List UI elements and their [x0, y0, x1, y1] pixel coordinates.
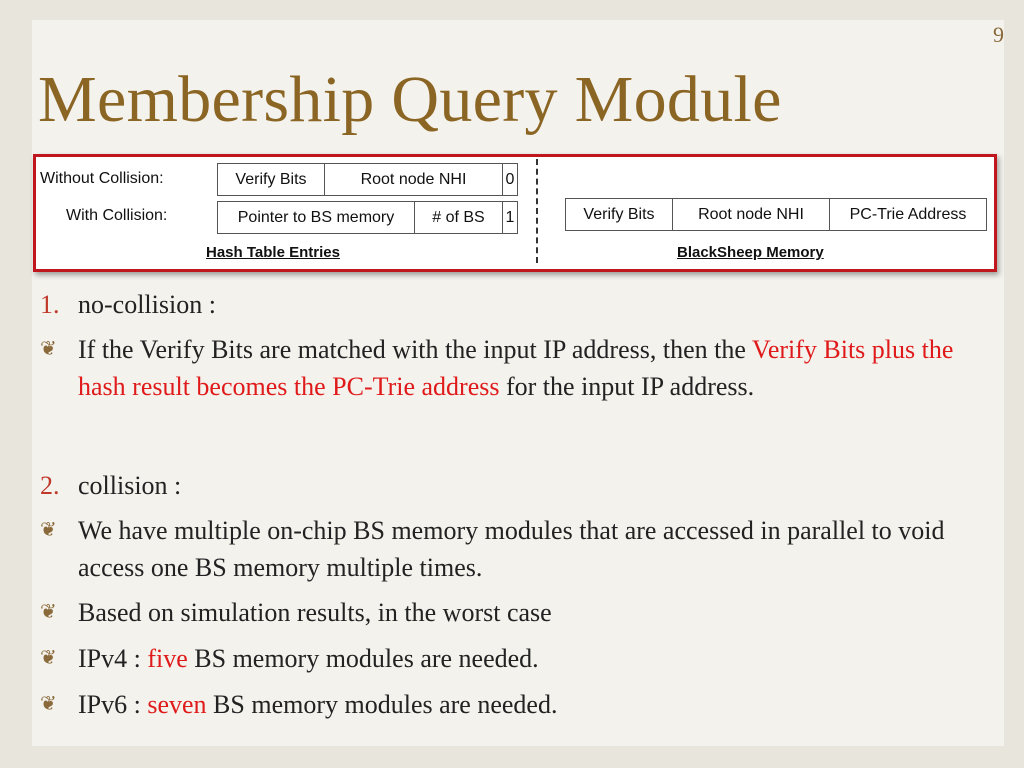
- bullet-verify-bits: [40, 331, 980, 405]
- root-node-nhi-cell: Root node NHI: [325, 164, 503, 195]
- with-collision-entry: [217, 201, 518, 234]
- without-collision-entry: [217, 163, 518, 196]
- bullet-text: BS memory modules are needed.: [187, 644, 539, 673]
- scroll-bullet-icon: ❦: [40, 693, 57, 715]
- bullet-bs-modules: [40, 512, 980, 586]
- list-item-collision: [40, 467, 980, 504]
- bullet-text: We have multiple on-chip BS memory modules that are accessed in parallel to void access one BS memory multiple times.: [78, 516, 945, 582]
- blacksheep-entry: [565, 198, 987, 231]
- highlighted-text: five: [147, 644, 188, 673]
- list-item-text: collision :: [78, 471, 182, 500]
- list-item-text: no-collision :: [78, 290, 216, 319]
- list-item-no-collision: [40, 286, 980, 323]
- collision-flag-cell: 1: [505, 208, 515, 226]
- bs-pointer-cell: Pointer to BS memory: [218, 202, 415, 233]
- bullet-text: for the input IP address.: [499, 372, 755, 401]
- hash-table-caption: Hash Table Entries: [206, 244, 340, 261]
- scroll-bullet-icon: ❦: [40, 601, 57, 623]
- hash-table-diagram: [33, 154, 997, 272]
- bullet-ipv4: [40, 640, 980, 677]
- slide-title: Membership Query Module: [38, 63, 782, 136]
- list-number: 2.: [40, 471, 60, 500]
- scroll-bullet-icon: ❦: [40, 647, 57, 669]
- with-collision-label: With Collision:: [66, 207, 168, 224]
- bullet-ipv6: [40, 686, 980, 723]
- verify-bits-cell: Verify Bits: [218, 164, 325, 195]
- scroll-bullet-icon: ❦: [40, 338, 57, 360]
- bullet-text: Based on simulation results, in the worst case: [78, 598, 552, 627]
- bullet-text: IPv4 :: [78, 644, 148, 673]
- bullet-text: If the Verify Bits are matched with the input IP address, then the: [78, 335, 752, 364]
- blacksheep-caption: BlackSheep Memory: [677, 244, 824, 261]
- highlighted-text: seven: [147, 690, 207, 719]
- section-divider: [536, 159, 538, 263]
- bullet-simulation: [40, 594, 980, 631]
- bullet-text: IPv6 :: [78, 690, 148, 719]
- verify-bits-cell: Verify Bits: [566, 199, 673, 230]
- page-number: 9: [993, 22, 1004, 47]
- root-node-nhi-cell: Root node NHI: [673, 199, 830, 230]
- highlighted-text: Verify Bits plus the hash result becomes the PC-Trie address: [78, 335, 954, 401]
- scroll-bullet-icon: ❦: [40, 519, 57, 541]
- without-collision-label: Without Collision:: [40, 170, 164, 187]
- pc-trie-address-cell: PC-Trie Address: [849, 205, 967, 223]
- collision-flag-cell: 0: [505, 170, 515, 188]
- bullet-text: BS memory modules are needed.: [206, 690, 558, 719]
- list-number: 1.: [40, 290, 60, 319]
- bs-count-cell: # of BS: [415, 202, 503, 233]
